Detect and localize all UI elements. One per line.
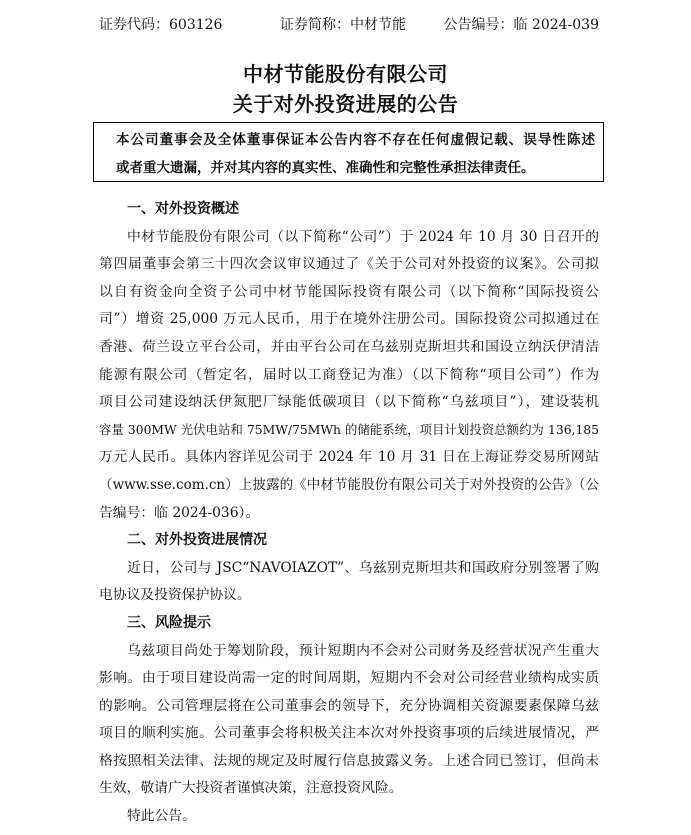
paragraph-line: 格按照相关法律、法规的规定及时履行信息披露义务。上述合同已签订，但尚未 <box>99 752 599 769</box>
paragraph-line: 电协议及投资保护协议。 <box>99 587 251 604</box>
stock-short-name: 证券简称：中材节能 <box>280 17 406 33</box>
paragraph-line: 项目公司建设纳沃伊氮肥厂绿能低碳项目（以下简称“乌兹项目”），建设装机 <box>99 394 599 411</box>
paragraph-line: 司”）增资 25,000 万元人民币，用于在境外注册公司。国际投资公司拟通过在 <box>99 311 599 328</box>
section-progress-paragraph <box>99 555 599 610</box>
document-header <box>99 14 599 36</box>
stock-code: 证券代码：603126 <box>99 17 223 33</box>
paragraph-line: 的影响。公司管理层将在公司董事会的领导下，充分协调相关资源要素保障乌兹 <box>99 697 599 714</box>
section-overview-paragraph <box>99 224 599 528</box>
company-title: 中材节能股份有限公司 <box>243 62 448 86</box>
paragraph-line: 香港、荷兰设立平台公司，并由平台公司在乌兹别克斯坦共和国设立纳沃伊清洁 <box>99 338 599 355</box>
paragraph-line: 乌兹项目尚处于筹划阶段，预计短期内不会对公司财务及经营状况产生重大 <box>127 642 599 659</box>
section-heading-overview: 一、对外投资概述 <box>127 201 239 217</box>
notice-line: 本公司董事会及全体董事保证本公告内容不存在任何虚假记载、误导性陈述 <box>116 132 595 148</box>
paragraph-line: 生效，敬请广大投资者谨慎决策，注意投资风险。 <box>99 780 403 797</box>
announcement-body <box>99 196 599 831</box>
closing-statement: 特此公告。 <box>127 808 196 825</box>
paragraph-line: 中材节能股份有限公司（以下简称“公司”）于 2024 年 10 月 30 日召开的 <box>127 228 599 245</box>
section-risk-paragraph <box>99 638 599 804</box>
paragraph-line: 第四届董事会第三十四次会议审议通过了《关于公司对外投资的议案》。公司拟 <box>99 256 599 273</box>
section-heading-risk: 三、风险提示 <box>127 614 211 631</box>
paragraph-line: 影响。由于项目建设尚需一定的时间周期，短期内不会对公司经营业绩构成实质 <box>99 670 599 687</box>
paragraph-line: （www.sse.com.cn）上披露的《中材节能股份有限公司关于对外投资的公告》（公 <box>99 476 599 493</box>
notice-line: 或者重大遗漏，并对其内容的真实性、准确性和完整性承担法律责任。 <box>116 159 535 176</box>
paragraph-line: 近日，公司与 JSC“NAVOIAZOT”、乌兹别克斯坦共和国政府分别签署了购 <box>127 559 599 576</box>
paragraph-line: 项目的顺利实施。公司董事会将积极关注本次对外投资事项的后续进展情况，严 <box>99 725 599 742</box>
announcement-title: 关于对外投资进展的公告 <box>232 92 459 116</box>
paragraph-line: 告编号：临 2024-036）。 <box>99 504 260 521</box>
section-heading-progress: 二、对外投资进展情况 <box>127 532 267 549</box>
paragraph-line: 以自有资金向全资子公司中材节能国际投资有限公司（以下简称“国际投资公 <box>99 283 599 300</box>
paragraph-line: 能源有限公司（暂定名，届时以工商登记为准）（以下简称“项目公司”）作为 <box>99 366 599 383</box>
paragraph-line: 容量 300MW 光伏电站和 75MW/75MWh 的储能系统，项目计划投资总额约为 136,185 <box>99 422 599 437</box>
board-guarantee-notice <box>93 122 604 182</box>
notice-number: 公告编号：临 2024-039 <box>443 17 599 33</box>
paragraph-line: 万元人民币。具体内容详见公司于 2024 年 10 月 31 日在上海证券交易所网站 <box>99 449 599 466</box>
